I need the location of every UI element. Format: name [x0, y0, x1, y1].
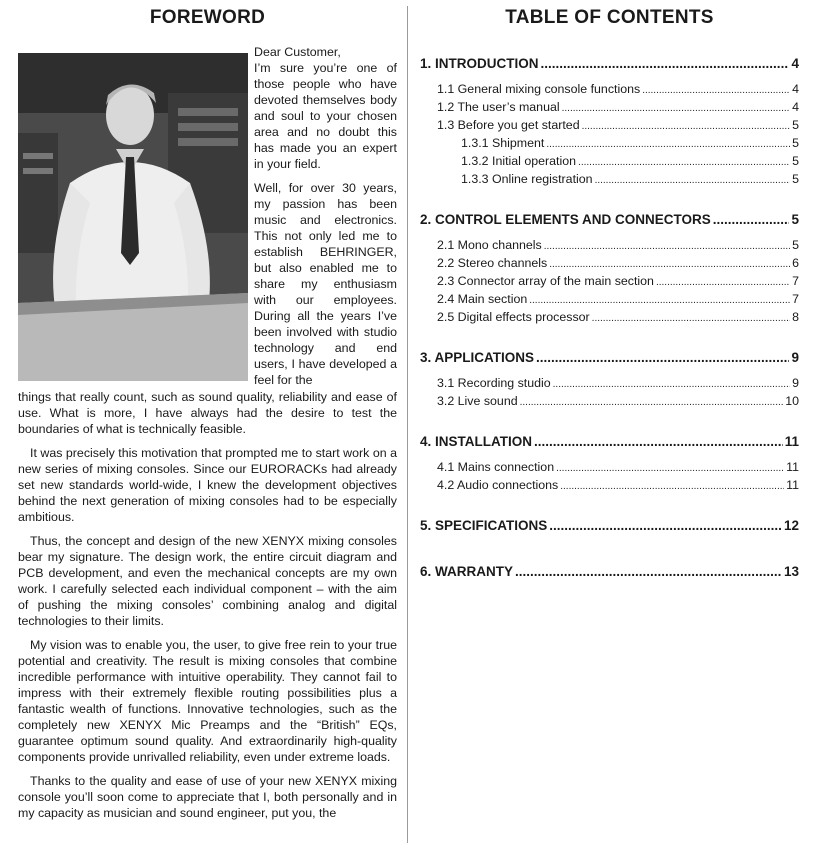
- toc-subsubsection-row[interactable]: [420, 171, 799, 189]
- toc-section-label: 2. CONTROL ELEMENTS AND CONNECTORS: [420, 212, 711, 227]
- toc-subsection-row[interactable]: [420, 255, 799, 273]
- toc-page-number: 4: [792, 82, 799, 96]
- greeting-paragraph: Dear Customer, I’m sure you’re one of those people who have devoted themselves body and soul to your chosen area and no doubt this has made you an expert in your field.: [254, 45, 397, 171]
- toc-item-label: 1.3 Before you get started: [437, 118, 580, 132]
- toc-item-label: 1.2 The user’s manual: [437, 100, 560, 114]
- toc-leader-dots: [556, 461, 784, 477]
- toc-subsection-row[interactable]: [420, 459, 799, 477]
- toc-group-spacer: [420, 189, 799, 211]
- toc-page-number: 9: [791, 350, 799, 365]
- toc-item-label: 1.1 General mixing console functions: [437, 82, 641, 96]
- thanks-paragraph: Thanks to the quality and ease of use of your new XENYX mixing console you’ll soon come to appreciate that I, both personally and in my capacity as musician and sound engineer, put you, the: [18, 774, 397, 820]
- column-divider: [407, 6, 408, 843]
- toc-page-number: 7: [792, 292, 799, 306]
- toc-subsubsection-row[interactable]: [420, 135, 799, 153]
- toc-item-label: 1.3.1 Shipment: [461, 136, 545, 150]
- toc-leader-dots: [536, 349, 789, 367]
- toc-page-number: 11: [786, 478, 799, 492]
- concept-paragraph: Thus, the concept and design of the new XENYX mixing consoles bear my signature. The design work, the entire circuit diagram and PCB development, and even the mechanical concepts are my own work. I carefully selected each individual component – with the aim of pushing the mixing consoles’ combining analog and digital technologies to their limits.: [18, 534, 397, 628]
- toc-section-row[interactable]: [420, 211, 799, 229]
- toc-page-number: 4: [791, 56, 799, 71]
- toc-subsubsection-row[interactable]: [420, 153, 799, 171]
- toc-page-number: 5: [792, 136, 799, 150]
- toc-page-number: 11: [784, 434, 799, 449]
- toc-subsection-row[interactable]: [420, 477, 799, 495]
- toc-leader-dots: [578, 155, 790, 171]
- toc-page-number: 9: [792, 376, 799, 390]
- toc-leader-dots: [656, 275, 790, 291]
- toc-group-spacer: [420, 495, 799, 517]
- toc-item-label: 3.1 Recording studio: [437, 376, 551, 390]
- toc-subsection-row[interactable]: [420, 273, 799, 291]
- toc-subsection-row[interactable]: [420, 291, 799, 309]
- toc-section-label: 3. APPLICATIONS: [420, 350, 535, 365]
- toc-leader-dots: [642, 83, 790, 99]
- toc-item-label: 2.1 Mono channels: [437, 238, 542, 252]
- toc-leader-dots: [549, 257, 790, 273]
- toc-page-number: 4: [792, 100, 799, 114]
- toc-subsection-row[interactable]: [420, 375, 799, 393]
- toc-item-label: 1.3.3 Online registration: [461, 172, 593, 186]
- toc-section-label: 6. WARRANTY: [420, 564, 514, 579]
- toc-leader-dots: [534, 433, 783, 451]
- toc-page-number: 8: [792, 310, 799, 324]
- toc-page-number: 5: [792, 118, 799, 132]
- toc-leader-dots: [582, 119, 791, 135]
- toc-leader-dots: [520, 395, 784, 411]
- toc-subsection-row[interactable]: [420, 393, 799, 411]
- toc-item-label: 2.3 Connector array of the main section: [437, 274, 654, 288]
- toc-item-label: 1.3.2 Initial operation: [461, 154, 577, 168]
- foreword-intro: [254, 44, 397, 396]
- toc-leader-dots: [515, 563, 782, 581]
- foreword-body: [18, 389, 397, 829]
- toc-heading: TABLE OF CONTENTS: [505, 7, 714, 28]
- toc-subsection-row[interactable]: [420, 99, 799, 117]
- toc-section-label: 5. SPECIFICATIONS: [420, 518, 548, 533]
- toc-section-row[interactable]: [420, 349, 799, 367]
- toc-item-label: 2.4 Main section: [437, 292, 528, 306]
- toc-page-number: 7: [792, 274, 799, 288]
- toc-leader-dots: [595, 173, 791, 189]
- toc-page-number: 5: [791, 212, 799, 227]
- toc-section-label: 4. INSTALLATION: [420, 434, 532, 449]
- toc-item-label: 2.5 Digital effects processor: [437, 310, 590, 324]
- toc-page-number: 11: [786, 460, 799, 474]
- toc-group-spacer: [420, 327, 799, 349]
- toc-page-number: 10: [785, 394, 799, 408]
- toc-section-row[interactable]: [420, 433, 799, 451]
- founder-photo-illustration: [18, 53, 248, 381]
- toc-item-label: 3.2 Live sound: [437, 394, 518, 408]
- toc-leader-dots: [560, 479, 784, 495]
- toc-leader-dots: [541, 55, 790, 73]
- toc-group-spacer: [420, 543, 799, 563]
- toc-leader-dots: [713, 211, 790, 229]
- toc-subsection-row[interactable]: [420, 81, 799, 99]
- toc-section-row[interactable]: [420, 517, 799, 535]
- toc-section-label: 1. INTRODUCTION: [420, 56, 539, 71]
- motivation-paragraph: It was precisely this motivation that prompted me to start work on a new series of mixing consoles. Since our EURORACKs had already set new standards world-wide, I knew the development objectives behind the next generation of mixing consoles had to be especially ambitious.: [18, 446, 397, 524]
- passion-paragraph: Well, for over 30 years, my passion has been music and electronics. This not only led me to establish BEHRINGER, but also enabled me to share my enthusiasm with our employees. During all the years I’ve been involved with studio technology and end users, I have developed a feel for the: [254, 181, 397, 387]
- foreword-heading: FOREWORD: [149, 7, 266, 28]
- toc-leader-dots: [549, 517, 782, 535]
- toc-page-number: 5: [792, 154, 799, 168]
- toc-subsection-row[interactable]: [420, 309, 799, 327]
- toc-leader-dots: [562, 101, 790, 117]
- vision-paragraph: My vision was to enable you, the user, to give free rein to your true potential and creativity. The result is mixing consoles that combine incredible performance with intuitive operability. They cannot fail to impress with their extremely flexible routing possibilities plus a fantastic wealth of functions. Innovative technologies, such as the completely new XENYX Mic Preamps and the “British” EQs, guarantee optimum sound quality. And extraordinarily high-quality components provide unrivalled reliability, even under extreme loads.: [18, 638, 397, 764]
- toc-page-number: 13: [783, 564, 799, 579]
- toc-subsection-row[interactable]: [420, 237, 799, 255]
- toc-page-number: 5: [792, 238, 799, 252]
- toc-page-number: 12: [783, 518, 799, 533]
- toc-page-number: 6: [792, 256, 799, 270]
- toc-group-spacer: [420, 589, 799, 609]
- toc-leader-dots: [553, 377, 790, 393]
- toc-item-label: 2.2 Stereo channels: [437, 256, 548, 270]
- toc-section-row[interactable]: [420, 55, 799, 73]
- toc-item-label: 4.2 Audio connections: [437, 478, 559, 492]
- toc-page-number: 5: [792, 172, 799, 186]
- toc-section-row[interactable]: [420, 563, 799, 581]
- continuation-paragraph: things that really count, such as sound quality, reliability and ease of use. What is more, I have always had the desire to test the boundaries of what is technically feasible.: [18, 390, 397, 436]
- toc-subsection-row[interactable]: [420, 117, 799, 135]
- toc-leader-dots: [529, 293, 790, 309]
- toc-leader-dots: [546, 137, 790, 153]
- toc-leader-dots: [544, 239, 790, 255]
- founder-photo: [18, 53, 248, 381]
- toc-item-label: 4.1 Mains connection: [437, 460, 555, 474]
- toc-leader-dots: [592, 311, 790, 327]
- toc-list: [420, 55, 799, 609]
- toc-group-spacer: [420, 411, 799, 433]
